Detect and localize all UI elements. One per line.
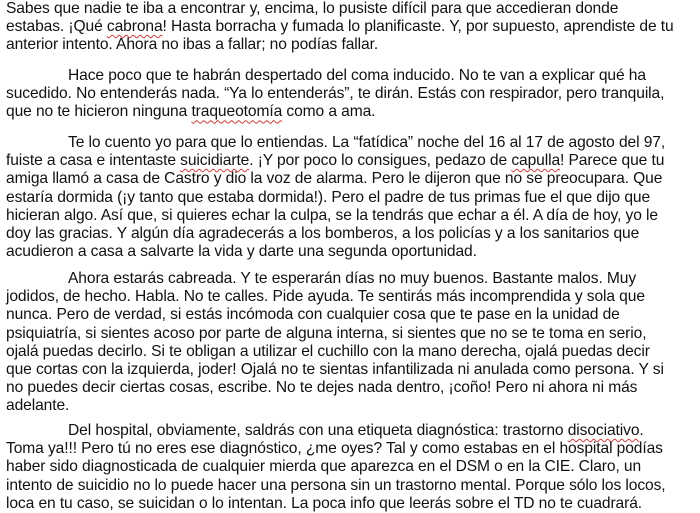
text-segment: jodidos, de hecho. Habla. No te calles. Pide ayuda. Te sentirás más incomprendida y sola que — [6, 288, 645, 306]
text-line — [6, 189, 696, 207]
text-segment: como a ama. — [282, 103, 376, 121]
text-line — [6, 18, 696, 36]
text-segment: Del hospital, obviamente, saldrás con una etiqueta diagnóstica: trastorno — [68, 422, 568, 439]
text-line — [6, 134, 696, 152]
paragraph-2 — [6, 67, 696, 122]
text-segment: nunca. Pero de verdad, si estás incómoda con cualquier cosa que te pase en la unidad de — [6, 306, 620, 324]
text-line — [6, 170, 696, 188]
text-line — [6, 477, 696, 495]
text-line — [6, 0, 696, 18]
text-line — [6, 270, 696, 288]
text-segment: adelante. — [6, 397, 70, 415]
paragraph-3 — [6, 134, 696, 261]
spellcheck-flagged-word: capulla — [511, 152, 561, 170]
text-line — [6, 207, 696, 225]
text-segment: ! Parece que tu — [560, 152, 665, 170]
text-line — [6, 325, 696, 343]
text-line — [6, 422, 696, 440]
text-segment: . ¡Y por poco lo consigues, pedazo de — [249, 152, 512, 170]
text-segment: Toma ya!!! Pero tú no eres ese diagnóstico, ¿me oyes? Tal y como estabas en el hospital podías — [6, 440, 663, 458]
paragraph-5 — [6, 422, 696, 513]
text-segment: fuiste a casa e intentaste — [6, 152, 181, 170]
text-segment: Te lo cuento yo para que lo entiendas. La “fatídica” noche del 16 al 17 de agosto del 97, — [68, 134, 666, 151]
spellcheck-flagged-word: disociativo — [567, 422, 640, 439]
text-segment: loca en tu caso, se suicidan o lo intentan. La poca info que leerás sobre el TD no te cuadrará. — [6, 494, 643, 512]
text-segment: estabas. ¡Qué — [6, 18, 107, 36]
text-line — [6, 379, 696, 397]
text-segment: . — [639, 422, 644, 439]
text-line — [6, 288, 696, 306]
text-line — [6, 440, 696, 458]
text-segment: Ahora estarás cabreada. Y te esperarán días no muy buenos. Bastante malos. Muy — [68, 270, 637, 287]
spellcheck-flagged-word: cabrona — [106, 18, 163, 36]
text-segment: sucedido. No entenderás nada. “Ya lo entenderás”, te dirán. Estás con respirador, pero tranquila, — [6, 85, 665, 103]
text-segment: Sabes que nadie te iba a encontrar y, encima, lo pusiste difícil para que accedieran donde — [6, 0, 619, 17]
text-line — [6, 152, 696, 170]
text-line — [6, 225, 696, 243]
text-segment: intento de suicidio no lo puede hacer una persona sin un trastorno mental. Porque sólo los locos, — [6, 476, 666, 494]
paragraph-1 — [6, 0, 696, 55]
text-line — [6, 103, 696, 121]
text-line — [6, 85, 696, 103]
text-segment: no puedes decir ciertas cosas, escribe. No te dejes nada dentro, ¡coño! Pero ni ahora ni más — [6, 379, 638, 397]
paragraph-4 — [6, 270, 696, 416]
spellcheck-flagged-word: suicidiarte — [180, 152, 250, 170]
text-line — [6, 36, 696, 54]
text-line — [6, 458, 696, 476]
text-segment: anterior intento. Ahora no ibas a fallar; no podías fallar. — [6, 36, 379, 54]
text-line — [6, 306, 696, 324]
spellcheck-flagged-word: traqueotomía — [191, 103, 283, 121]
text-segment: doy las gracias. Y algún día agradecerás a los bomberos, a los policías y a los sanitarios que — [6, 225, 640, 243]
text-segment: amiga llamó a casa de Castro y dio la voz de alarma. Pero le dijeron que no se preocupara. Que — [6, 170, 663, 188]
text-segment: ojalá puedas decirlo. Si te obligan a utilizar el cuchillo con la mano derecha, ojalá puedas decir — [6, 342, 650, 360]
text-line — [6, 361, 696, 379]
text-segment: hicieran algo. Así que, si quieres echar la culpa, se la tendrás que echar a él. A día de hoy, yo le — [6, 206, 658, 224]
text-line — [6, 495, 696, 513]
text-line — [6, 343, 696, 361]
text-segment: que cortas con la izquierda, joder! Ojalá no te sientas infantilizada ni anulada como persona. Y si — [6, 361, 664, 379]
text-segment: estaría dormida (¡y tanto que estaba dormida!). Pero el padre de tus primas fue el que dijo que — [6, 188, 651, 206]
text-segment: ! Hasta borracha y fumada lo planificaste. Y, por supuesto, aprendiste de tu — [162, 18, 674, 36]
text-line — [6, 67, 696, 85]
text-segment: que no te hicieron ninguna — [6, 103, 192, 121]
text-segment: acudieron a casa a salvarte la vida y darte una segunda oportunidad. — [6, 243, 477, 261]
text-segment: psiquiatría, si sientes acoso por parte de alguna interna, si sientes que no se te toma en serio, — [6, 324, 647, 342]
text-segment: haber sido diagnosticada de cualquier mierda que aparezca en el DSM o en la CIE. Claro, un — [6, 458, 642, 476]
text-line — [6, 243, 696, 261]
text-segment: Hace poco que te habrán despertado del coma inducido. No te van a explicar qué ha — [68, 67, 646, 84]
text-line — [6, 397, 696, 415]
